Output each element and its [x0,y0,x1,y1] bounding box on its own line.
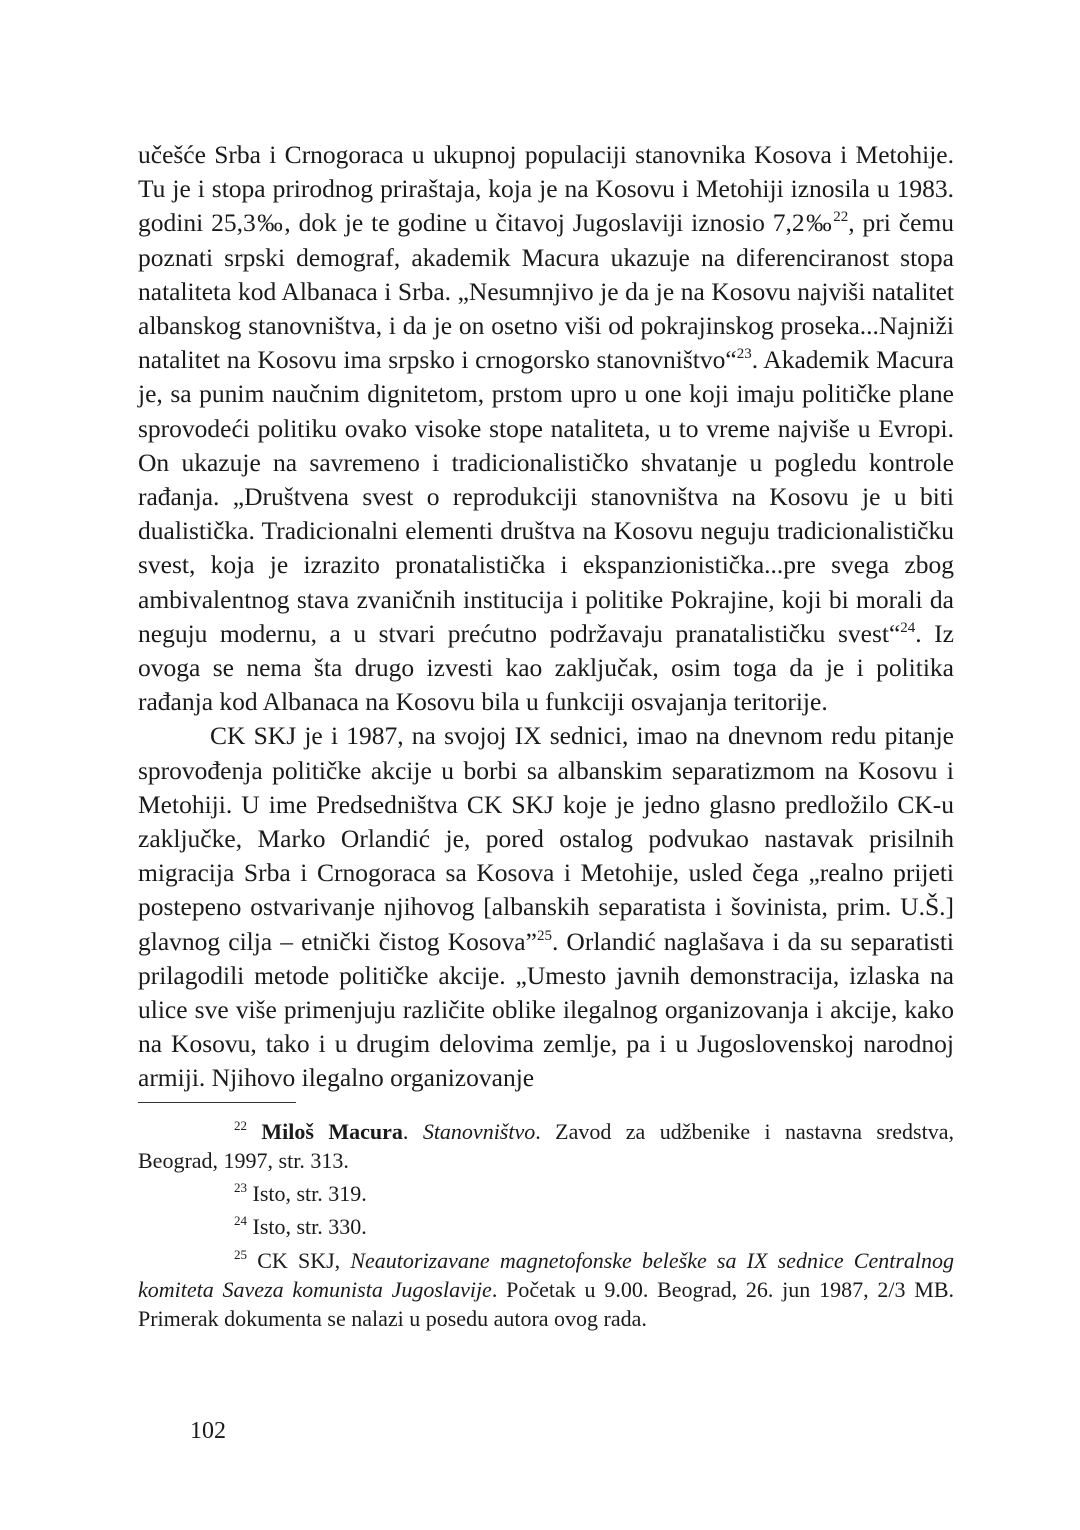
paragraph-text: . Akademik Macura je, sa punim naučnim dignitetom, prstom upro u one koji imaju političke plane sprovodeći politiku ovako visoke stope nataliteta, u to vreme najviše u Evropi. On ukazuje na savremeno i tradicionalističko shvatanje u pogledu kontrole rađanja. „Društvena svest o reprodukciji stanovništva na Kosovu je u biti dualistička. Tradicionalni elementi društva na Kosovu neguju tradicionalističku svest, koja je izrazito pronatalistička i ekspanzionistička...pre svega zbog ambivalentnog stava zvaničnih institucija i politike Pokrajine, koji bi morali da neguju modernu, a u stvari prećutno podržavaju pranatalističku svest“ [138,345,954,648]
paragraph-text: . Iz ovoga se nema šta drugo izvesti kao zaključak, osim toga da je i politika rađanja kod Albanaca na Kosovu bila u funkciji osvajanja teritorije. [138,618,954,717]
page-number: 102 [190,1418,226,1444]
paragraph-text: CK SKJ je i 1987, na svojoj IX sednici, imao na dnevnom redu pitanje sprovođenja političke akcije u borbi sa albanskim separatizmom na Kosovu i Metohiji. U ime Predsedništva CK SKJ koje je jedno glasno predložilo CK-u zaključke, Marko Orlandić je, pored ostalog podvukao nastavak prisilnih migracija Srba i Crnogoraca sa Kosova i Metohije, usled čega „realno prijeti postepeno ostvarivanje njihovog [albanskih separatista i šovinista, prim. U.Š.] glavnog cilja – etnički čistog Kosova” [138,721,954,956]
footnote-number: 22 [234,1117,247,1133]
footnote-text: CK SKJ, [257,1247,351,1273]
footnote-text: . Zavod za udžbenike i nastavna sredstva, Beograd, 1997, str. 313. [138,1118,954,1173]
footnote-title: Stanovništvo [422,1118,536,1144]
footnote-25 [138,1246,954,1334]
footnote-author: Miloš Macura [261,1118,403,1144]
footnote-number: 24 [234,1213,247,1229]
footnotes [138,1117,954,1333]
page-content [138,138,954,1337]
footnote-title: Neautorizavane magnetofonske beleške sa IX sednice Centralnog komiteta Saveza komunista Jugoslavije [138,1247,954,1302]
paragraph-1 [138,138,954,719]
footnote-ref-23[interactable]: 23 [736,346,752,363]
footnote-ref-22[interactable]: 22 [833,209,849,226]
body-text [138,138,954,1096]
footnote-number: 23 [234,1180,247,1196]
footnote-ref-25[interactable]: 25 [536,927,552,944]
footnote-22 [138,1117,954,1175]
footnote-text: Isto, str. 319. [252,1181,367,1207]
footnote-23 [138,1179,954,1208]
footnote-text: . [402,1118,423,1144]
footnote-ref-24[interactable]: 24 [900,619,916,636]
paragraph-text: učešće Srba i Crnogoraca u ukupnoj populaciji stanovnika Kosova i Metohije. Tu je i stopa prirodnog priraštaja, koja je na Kosovu i Metohiji iznosila u 1983. godini 25,3‰, dok je te godine u čitavoj Jugoslaviji iznosio 7,2‰ [138,140,954,238]
footnote-text: . Početak u 9.00. Beograd, 26. jun 1987, 2/3 MB. Primerak dokumenta se nalazi u posedu autora ovog rada. [138,1276,954,1331]
footnote-text: Isto, str. 330. [252,1214,367,1240]
footnote-24 [138,1212,954,1241]
footnote-number: 25 [234,1246,247,1262]
footnote-divider [138,1102,296,1103]
paragraph-text: . Orlandić naglašava i da su separatisti prilagodili metode političke akcije. „Umesto javnih demonstracija, izlaska na ulice sve više primenjuju različite oblike ilegalnog organizovanja i akcije, kako na Kosovu, tako i u drugim delovima zemlje, pa i u Jugoslovenskoj narodnoj armiji. Njihovo ilegalno organizovanje [138,926,954,1093]
paragraph-2 [138,719,954,1095]
paragraph-text: , pri čemu poznati srpski demograf, akademik Macura ukazuje na diferenciranost stopa nataliteta kod Albanaca i Srba. „Nesumnjivo je da je na Kosovu najviši natalitet albanskog stanovništva, i da je on osetno viši od pokrajinskog proseka...Najniži natalitet na Kosovu ima srpsko i crnogorsko stanovništvo“ [138,208,954,375]
